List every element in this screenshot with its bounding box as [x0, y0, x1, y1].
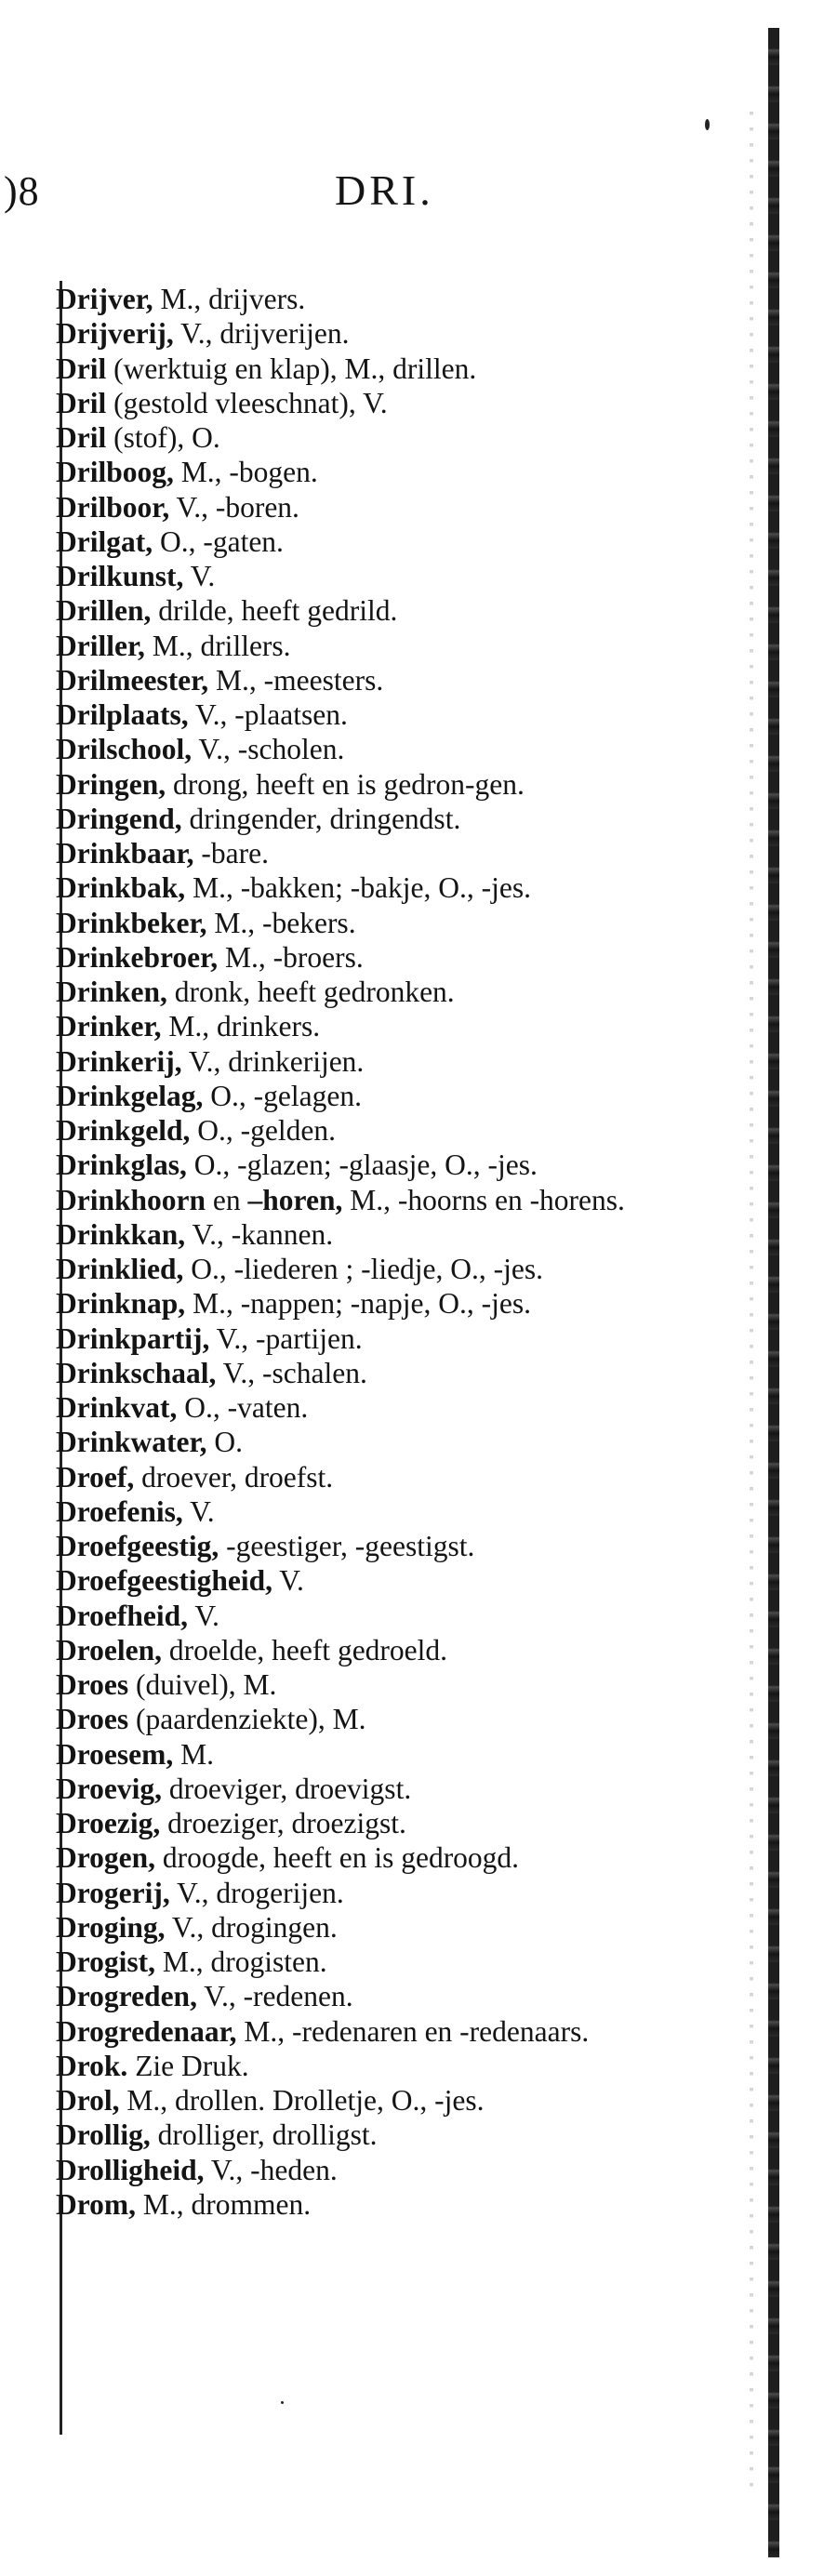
dictionary-entry	[56, 559, 725, 593]
dictionary-entry	[56, 455, 725, 489]
dictionary-entry	[56, 1806, 725, 1840]
entry-definition: V., drinkerijen.	[181, 1044, 365, 1078]
entry-definition: M., -bogen.	[173, 456, 318, 489]
dictionary-entry	[56, 1979, 725, 2013]
scan-page-edge	[768, 28, 779, 2557]
dictionary-entry	[56, 1148, 725, 1182]
entry-headword: Drilboog,	[56, 456, 174, 489]
dictionary-entry	[56, 732, 725, 766]
entry-definition: V., -partijen.	[209, 1321, 363, 1355]
entry-headword: Drinkbeker,	[56, 906, 207, 939]
entry-definition: M., -broers.	[218, 940, 364, 974]
entry-headword: Dril	[56, 386, 107, 419]
entry-headword: Droging,	[56, 1910, 166, 1944]
scan-speck	[705, 119, 710, 130]
dictionary-entry	[56, 940, 725, 975]
entry-headword: Driller,	[56, 629, 145, 662]
entry-definition: droogde, heeft en is gedroogd.	[155, 1841, 520, 1875]
scan-edge-shadow	[750, 112, 753, 2492]
entry-headword: Drijver,	[56, 283, 153, 315]
dictionary-entry	[56, 1079, 725, 1113]
entry-headword: Droesem,	[56, 1737, 174, 1771]
entry-definition: V.	[272, 1564, 304, 1598]
dictionary-entry	[56, 2014, 725, 2049]
entry-headword: Droef,	[56, 1460, 135, 1494]
dictionary-entry	[56, 490, 725, 524]
entry-definition: O., -gelagen.	[203, 1079, 362, 1112]
dictionary-entry	[56, 1599, 725, 1633]
dictionary-entry	[56, 1945, 725, 1979]
entry-headword: Droefgeestigheid,	[56, 1564, 272, 1598]
entry-headword: Drollig,	[56, 2118, 151, 2152]
entry-headword-variant: –horen,	[247, 1183, 343, 1216]
entry-definition: droeziger, droezigst.	[160, 1807, 406, 1839]
entry-definition: V.	[183, 560, 216, 592]
dictionary-entry	[56, 975, 725, 1009]
entry-definition: V., -scholen.	[192, 733, 345, 766]
entry-definition: V.	[182, 1494, 215, 1528]
dictionary-entry	[56, 629, 725, 663]
entry-definition: (gestold vleeschnat), V.	[106, 386, 388, 419]
entry-headword: Droes	[56, 1703, 129, 1736]
entry-definition: drilde, heeft gedrild.	[151, 594, 398, 628]
entry-definition: droever, droefst.	[134, 1460, 334, 1494]
dictionary-entries	[56, 282, 725, 2222]
dictionary-entry	[56, 1840, 725, 1875]
entry-headword: Drilplaats,	[56, 698, 189, 731]
dictionary-entry	[56, 2153, 725, 2187]
entry-definition: V., -kannen.	[185, 1217, 334, 1251]
scan-speck	[281, 2401, 284, 2404]
dictionary-entry	[56, 2187, 725, 2222]
entry-headword: Dringend,	[56, 802, 182, 835]
entry-definition: drong, heeft en is gedron-gen.	[166, 767, 525, 801]
entry-definition: droelde, heeft gedroeld.	[162, 1633, 448, 1666]
entry-definition: V., -plaatsen.	[188, 698, 348, 731]
entry-definition: M., drillers.	[144, 629, 291, 662]
dictionary-entry	[56, 1910, 725, 1945]
entry-definition: M., drijvers.	[153, 283, 306, 315]
entry-definition: -geestiger, -geestigst.	[219, 1530, 475, 1562]
entry-headword: Droes	[56, 1668, 129, 1701]
entry-headword: Droefenis,	[56, 1494, 183, 1528]
entry-headword: Drol,	[56, 2084, 120, 2117]
dictionary-entry	[56, 1772, 725, 1806]
entry-definition: M., -bekers.	[206, 906, 356, 939]
entry-definition: M., -bakken; -bakje, O., -jes.	[185, 871, 531, 905]
dictionary-entry	[56, 1183, 725, 1217]
entry-headword: Drinkgelag,	[56, 1079, 204, 1112]
entry-headword: Dringen,	[56, 767, 166, 801]
entry-definition: O., -gelden.	[190, 1114, 336, 1147]
entry-headword: Drogreden,	[56, 1980, 197, 2013]
entry-headword: Drogen,	[56, 1841, 156, 1875]
dictionary-entry	[56, 1356, 725, 1390]
entry-definition: O., -gaten.	[153, 524, 284, 558]
entry-headword: Drogerij,	[56, 1876, 170, 1909]
entry-headword: Droezig,	[56, 1807, 161, 1839]
entry-definition: Zie Druk.	[127, 2049, 249, 2082]
dictionary-entry	[56, 2083, 725, 2118]
dictionary-entry	[56, 2118, 725, 2152]
dictionary-entry	[56, 767, 725, 802]
dictionary-entry	[56, 1529, 725, 1563]
dictionary-entry	[56, 1286, 725, 1321]
dictionary-entry	[56, 870, 725, 905]
entry-headword: Drinkbak,	[56, 871, 186, 905]
dictionary-entry	[56, 1217, 725, 1252]
dictionary-entry	[56, 420, 725, 455]
entry-definition: V.	[188, 1599, 219, 1632]
dictionary-entry	[56, 1460, 725, 1494]
entry-headword: Drinkvat,	[56, 1391, 178, 1424]
entry-headword: Drilgat,	[56, 524, 153, 558]
dictionary-entry	[56, 1737, 725, 1772]
dictionary-entry	[56, 1667, 725, 1702]
entry-definition: M.	[173, 1737, 215, 1771]
entry-definition: (werktuig en klap), M., drillen.	[106, 352, 477, 385]
dictionary-entry	[56, 1494, 725, 1529]
dictionary-entry	[56, 386, 725, 420]
entry-definition: M., drogisten.	[155, 1945, 327, 1978]
dictionary-entry	[56, 1563, 725, 1598]
entry-headword: Dril	[56, 421, 107, 454]
entry-headword: Drinkhoorn	[56, 1183, 206, 1216]
entry-definition: (duivel), M.	[128, 1668, 277, 1701]
entry-definition: -bare.	[193, 837, 269, 870]
running-head: DRI.	[335, 166, 434, 214]
entry-headword: Drilschool,	[56, 733, 193, 766]
entry-headword: Drinknap,	[56, 1287, 186, 1321]
entry-headword: Drilkunst,	[56, 560, 184, 592]
entry-definition: V., drijverijen.	[173, 317, 350, 351]
entry-headword: Drilboor,	[56, 490, 170, 524]
entry-definition: M., -nappen; -napje, O., -jes.	[185, 1287, 531, 1321]
entry-headword: Drijverij,	[56, 317, 174, 351]
entry-definition: O., -liederen ; -liedje, O., -jes.	[183, 1253, 544, 1285]
dictionary-entry	[56, 906, 725, 940]
dictionary-entry	[56, 1633, 725, 1667]
dictionary-entry	[56, 1390, 725, 1425]
entry-headword: Droefheid,	[56, 1599, 189, 1632]
entry-definition: O., -glazen; -glaasje, O., -jes.	[186, 1149, 538, 1182]
entry-definition: O.	[206, 1426, 243, 1459]
entry-headword: Drinkwater,	[56, 1426, 207, 1459]
dictionary-entry	[56, 1044, 725, 1079]
entry-definition: V., -redenen.	[196, 1980, 353, 2013]
entry-definition: M., -hoorns en -horens.	[342, 1183, 625, 1216]
entry-definition: V., drogingen.	[165, 1910, 338, 1944]
dictionary-entry	[56, 1009, 725, 1043]
dictionary-entry	[56, 1252, 725, 1286]
entry-headword: Drogredenaar,	[56, 2014, 237, 2048]
entry-headword: Drinkglas,	[56, 1149, 187, 1182]
entry-headword: Drilmeester,	[56, 663, 209, 697]
entry-headword: Drinkgeld,	[56, 1114, 191, 1147]
entry-headword: Drinklied,	[56, 1253, 184, 1285]
dictionary-entry	[56, 1425, 725, 1459]
entry-definition: (stof), O.	[106, 421, 220, 454]
entry-definition: en	[206, 1183, 248, 1216]
entry-headword: Dril	[56, 352, 107, 385]
entry-definition: M., -meesters.	[208, 663, 384, 697]
entry-headword: Droelen,	[56, 1633, 163, 1666]
page-number: )8	[4, 168, 40, 214]
dictionary-entry	[56, 663, 725, 697]
dictionary-entry	[56, 352, 725, 386]
entry-headword: Drinken,	[56, 976, 167, 1008]
entry-headword: Drinkerij,	[56, 1044, 182, 1078]
entry-definition: droeviger, droevigst.	[162, 1772, 412, 1805]
dictionary-entry	[56, 1876, 725, 1910]
entry-definition: V., drogerijen.	[169, 1876, 344, 1909]
dictionary-entry	[56, 1702, 725, 1736]
dictionary-entry	[56, 1321, 725, 1356]
entry-headword: Droefgeestig,	[56, 1530, 219, 1562]
dictionary-entry	[56, 282, 725, 316]
dictionary-entry	[56, 2049, 725, 2083]
dictionary-entry	[56, 1113, 725, 1148]
entry-headword: Droevig,	[56, 1772, 163, 1805]
entry-definition: V., -schalen.	[216, 1356, 367, 1389]
dictionary-entry	[56, 593, 725, 628]
entry-headword: Drogist,	[56, 1945, 156, 1978]
dictionary-entry	[56, 524, 725, 559]
entry-definition: M., drollen. Drolletje, O., -jes.	[119, 2084, 485, 2117]
entry-definition: M., drinkers.	[161, 1010, 321, 1043]
entry-definition: (paardenziekte), M.	[128, 1703, 366, 1736]
dictionary-entry	[56, 802, 725, 836]
entry-headword: Drok.	[56, 2049, 128, 2082]
entry-headword: Drinkbaar,	[56, 837, 194, 870]
entry-headword: Drillen,	[56, 594, 152, 628]
entry-headword: Drinkkan,	[56, 1217, 186, 1251]
dictionary-entry	[56, 697, 725, 732]
entry-headword: Drinkpartij,	[56, 1321, 210, 1355]
entry-definition: O., -vaten.	[177, 1391, 309, 1424]
entry-definition: V., -boren.	[169, 490, 299, 524]
entry-headword: Drinkebroer,	[56, 940, 219, 974]
entry-definition: V., -heden.	[204, 2153, 338, 2186]
entry-definition: M., -redenaren en -redenaars.	[236, 2014, 590, 2048]
dictionary-entry	[56, 836, 725, 870]
entry-headword: Drom,	[56, 2187, 137, 2221]
entry-definition: dringender, dringendst.	[181, 802, 461, 835]
entry-headword: Drolligheid,	[56, 2153, 205, 2186]
entry-headword: Drinkschaal,	[56, 1356, 217, 1389]
entry-definition: drolliger, drolligst.	[150, 2118, 378, 2152]
entry-definition: M., drommen.	[136, 2187, 312, 2221]
dictionary-entry	[56, 316, 725, 351]
entry-definition: dronk, heeft gedronken.	[166, 976, 455, 1008]
entry-headword: Drinker,	[56, 1010, 162, 1043]
